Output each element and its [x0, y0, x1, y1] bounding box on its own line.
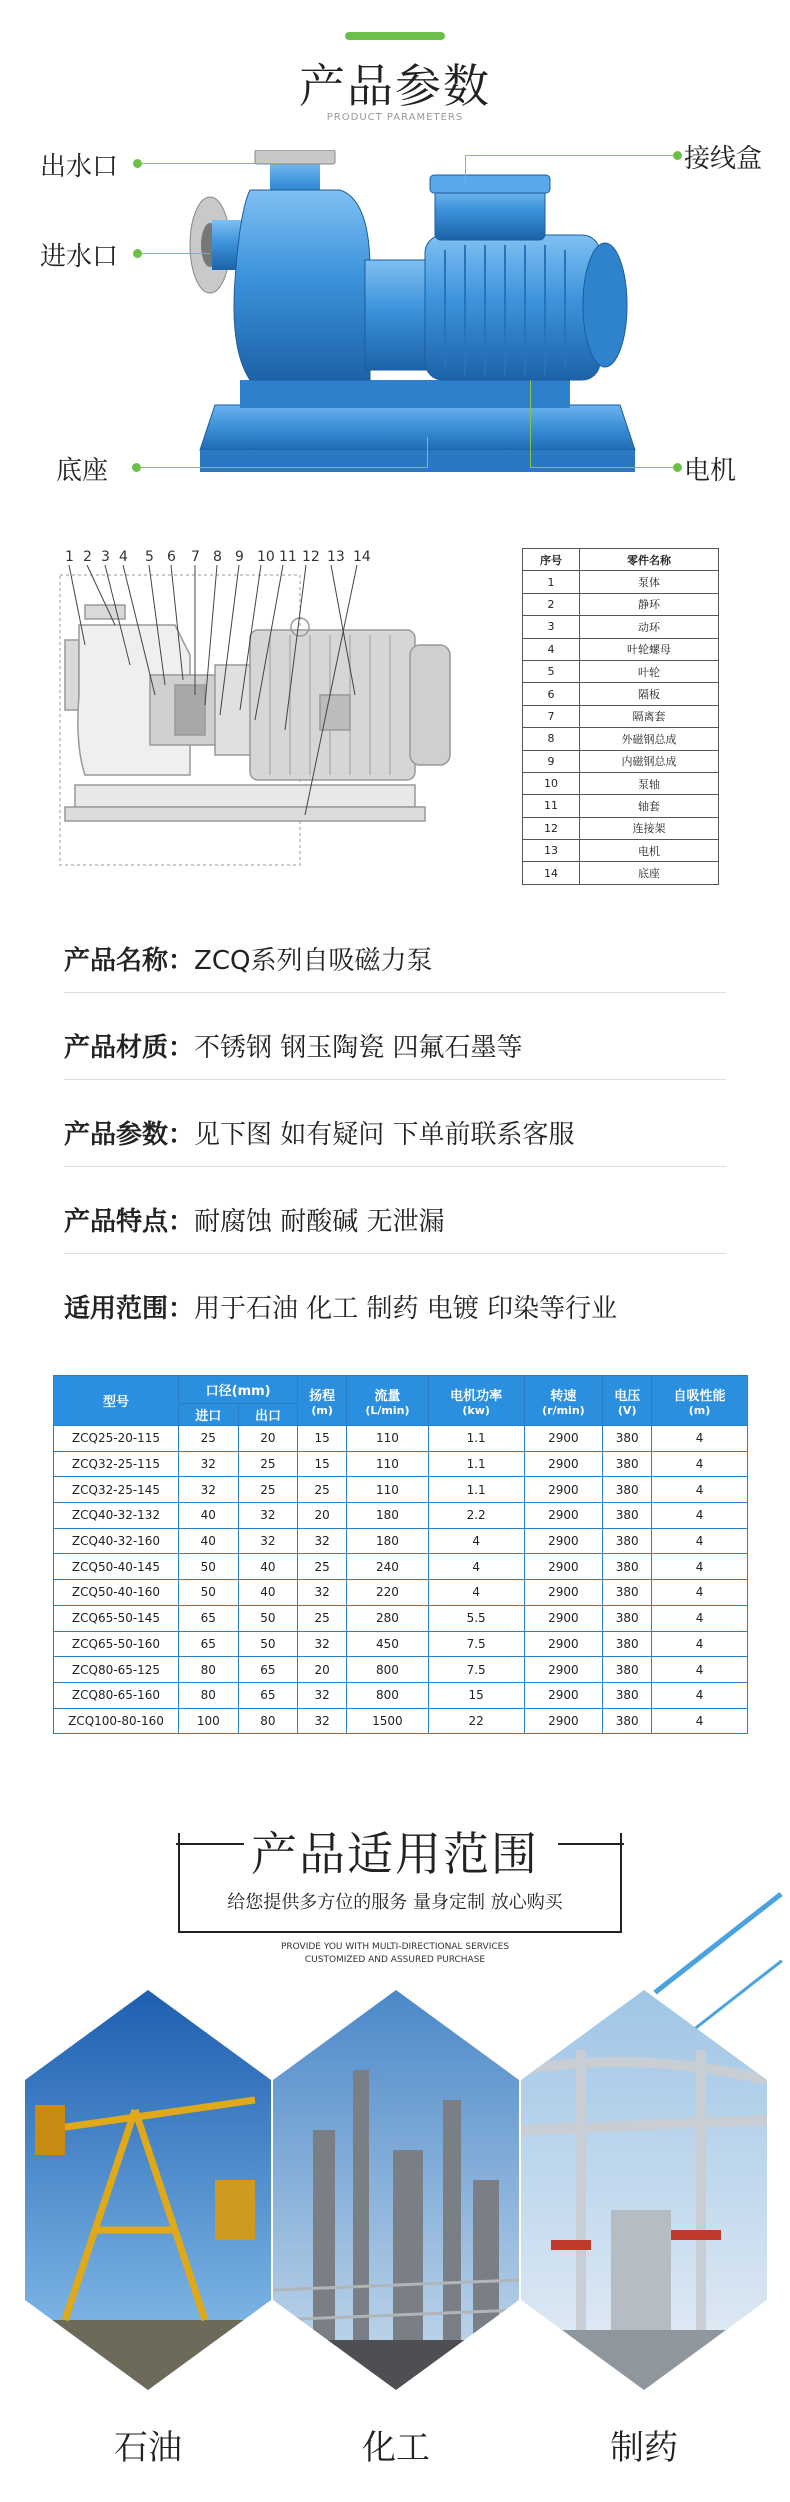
diagram-part-number: 12	[302, 549, 320, 565]
spec-cell: 4	[652, 1503, 748, 1529]
parts-row	[523, 660, 719, 682]
spec-cell: 7.5	[428, 1657, 524, 1683]
spec-header-voltage: 电压 (V)	[603, 1376, 652, 1426]
spec-cell: 4	[652, 1477, 748, 1503]
scope-title: 产品适用范围	[251, 1827, 539, 1881]
spec-header-outlet: 出口	[238, 1404, 298, 1426]
spec-cell: ZCQ25-20-115	[54, 1426, 179, 1452]
parts-cell-no: 5	[523, 660, 580, 682]
spec-row	[54, 1605, 748, 1631]
spec-cell: 1500	[347, 1708, 429, 1734]
parts-cell-name: 轴套	[580, 795, 719, 817]
spec-cell: 380	[603, 1503, 652, 1529]
parts-table	[522, 548, 719, 885]
callout-inlet: 进水口	[40, 242, 119, 272]
spec-cell: 25	[298, 1477, 347, 1503]
spec-cell: 240	[347, 1554, 429, 1580]
parts-cell-name: 叶轮	[580, 660, 719, 682]
spec-cell: ZCQ32-25-115	[54, 1451, 179, 1477]
diagram-part-number: 11	[279, 549, 297, 565]
spec-header-speed: 转速 (r/min)	[524, 1376, 603, 1426]
spec-cell: 50	[179, 1554, 239, 1580]
spec-header-model: 型号	[54, 1376, 179, 1426]
spec-cell: 32	[298, 1682, 347, 1708]
spec-row	[54, 1657, 748, 1683]
spec-cell: 4	[652, 1708, 748, 1734]
spec-cell: 2900	[524, 1682, 603, 1708]
parts-cell-name: 底座	[580, 862, 719, 884]
parts-cell-name: 外磁钢总成	[580, 728, 719, 750]
parts-cell-name: 隔板	[580, 683, 719, 705]
spec-cell: 380	[603, 1580, 652, 1606]
spec-cell: 1.1	[428, 1451, 524, 1477]
spec-cell: 4	[652, 1605, 748, 1631]
spec-cell: ZCQ40-32-132	[54, 1503, 179, 1529]
diagram-part-number: 8	[213, 549, 222, 565]
leader-line	[465, 155, 675, 156]
diagram-part-number: 13	[327, 549, 345, 565]
scope-label-oil: 石油	[114, 2428, 182, 2468]
spec-cell: 380	[603, 1682, 652, 1708]
spec-cell: 32	[298, 1580, 347, 1606]
parts-row	[523, 728, 719, 750]
page-title: 产品参数	[299, 59, 491, 113]
spec-cell: 40	[238, 1554, 298, 1580]
spec-cell: 32	[179, 1451, 239, 1477]
spec-cell: 110	[347, 1451, 429, 1477]
spec-cell: 20	[298, 1657, 347, 1683]
leader-line	[465, 155, 466, 183]
parts-cell-no: 9	[523, 750, 580, 772]
diagram-part-number: 3	[101, 549, 110, 565]
callout-base: 底座	[56, 456, 109, 486]
parts-cell-no: 10	[523, 772, 580, 794]
spec-cell: 2.2	[428, 1503, 524, 1529]
parts-row	[523, 817, 719, 839]
spec-cell: 25	[238, 1477, 298, 1503]
parts-row	[523, 683, 719, 705]
spec-cell: 7.5	[428, 1631, 524, 1657]
spec-cell: 2900	[524, 1605, 603, 1631]
spec-cell: ZCQ100-80-160	[54, 1708, 179, 1734]
spec-cell: 80	[179, 1682, 239, 1708]
spec-table	[53, 1375, 748, 1734]
spec-cell: 25	[238, 1451, 298, 1477]
scope-image-oil	[25, 1990, 271, 2390]
spec-cell: 2900	[524, 1503, 603, 1529]
diagram-part-number: 1	[65, 549, 74, 565]
spec-cell: ZCQ50-40-160	[54, 1580, 179, 1606]
spec-cell: 40	[179, 1528, 239, 1554]
spec-cell: 380	[603, 1451, 652, 1477]
spec-cell: 32	[298, 1528, 347, 1554]
spec-cell: 20	[298, 1503, 347, 1529]
spec-row	[54, 1554, 748, 1580]
spec-cell: 15	[298, 1451, 347, 1477]
parts-cell-name: 隔离套	[580, 705, 719, 727]
spec-row	[54, 1426, 748, 1452]
parts-cell-no: 14	[523, 862, 580, 884]
diagram-part-number: 5	[145, 549, 154, 565]
spec-cell: 2900	[524, 1708, 603, 1734]
parts-row	[523, 840, 719, 862]
spec-cell: 2900	[524, 1451, 603, 1477]
spec-cell: 25	[298, 1554, 347, 1580]
spec-cell: 50	[238, 1631, 298, 1657]
spec-cell: 380	[603, 1554, 652, 1580]
spec-cell: 32	[238, 1528, 298, 1554]
spec-cell: 2900	[524, 1528, 603, 1554]
spec-cell: 32	[179, 1477, 239, 1503]
spec-cell: 4	[652, 1580, 748, 1606]
spec-cell: 25	[298, 1605, 347, 1631]
parts-row	[523, 772, 719, 794]
spec-cell: 65	[238, 1657, 298, 1683]
parts-cell-name: 电机	[580, 840, 719, 862]
spec-row	[54, 1503, 748, 1529]
scope-english-line-1: PROVIDE YOU WITH MULTI-DIRECTIONAL SERVICES	[280, 1942, 510, 1952]
divider	[64, 1079, 726, 1080]
spec-row	[54, 1708, 748, 1734]
spec-row	[54, 1451, 748, 1477]
parts-row	[523, 705, 719, 727]
diagram-part-number: 14	[353, 549, 371, 565]
scope-english-line-2: CUSTOMIZED AND ASSURED PURCHASE	[304, 1955, 486, 1965]
parts-row	[523, 571, 719, 593]
spec-cell: 2900	[524, 1426, 603, 1452]
parts-cell-no: 6	[523, 683, 580, 705]
spec-header-suction: 自吸性能 (m)	[652, 1376, 748, 1426]
spec-cell: 110	[347, 1477, 429, 1503]
divider	[64, 1253, 726, 1254]
spec-row	[54, 1631, 748, 1657]
spec-cell: 800	[347, 1657, 429, 1683]
parts-row	[523, 750, 719, 772]
spec-cell: 4	[652, 1657, 748, 1683]
parts-cell-no: 3	[523, 616, 580, 638]
spec-cell: 5.5	[428, 1605, 524, 1631]
parts-cell-no: 1	[523, 571, 580, 593]
spec-header-power: 电机功率 (kw)	[428, 1376, 524, 1426]
spec-cell: 65	[179, 1631, 239, 1657]
spec-header-inlet: 进口	[179, 1404, 239, 1426]
spec-cell: 2900	[524, 1657, 603, 1683]
parts-cell-name: 连接架	[580, 817, 719, 839]
diagram-part-number: 7	[191, 549, 200, 565]
scope-slogan: 给您提供多方位的服务 量身定制 放心购买	[227, 1892, 563, 1913]
spec-cell: 40	[238, 1580, 298, 1606]
parts-cell-no: 8	[523, 728, 580, 750]
spec-cell: 50	[179, 1580, 239, 1606]
header-accent-bar	[345, 32, 445, 40]
spec-cell: ZCQ50-40-145	[54, 1554, 179, 1580]
info-scope: 适用范围：用于石油 化工 制药 电镀 印染等行业	[64, 1294, 618, 1324]
spec-cell: 380	[603, 1657, 652, 1683]
spec-cell: 450	[347, 1631, 429, 1657]
scope-image-pharma	[521, 1990, 767, 2390]
spec-cell: 4	[652, 1631, 748, 1657]
spec-row	[54, 1528, 748, 1554]
spec-cell: 4	[652, 1682, 748, 1708]
spec-cell: 20	[238, 1426, 298, 1452]
spec-cell: 180	[347, 1528, 429, 1554]
parts-header-no: 序号	[523, 549, 580, 571]
cross-section-diagram	[55, 545, 475, 875]
callout-outlet: 出水口	[40, 152, 119, 182]
spec-cell: 4	[428, 1554, 524, 1580]
spec-cell: 15	[298, 1426, 347, 1452]
leader-line	[140, 253, 210, 254]
callout-junction-box: 接线盒	[684, 144, 763, 174]
parts-row	[523, 795, 719, 817]
spec-header-flow: 流量 (L/min)	[347, 1376, 429, 1426]
parts-cell-no: 7	[523, 705, 580, 727]
spec-cell: 1.1	[428, 1426, 524, 1452]
spec-cell: 4	[428, 1580, 524, 1606]
spec-cell: 80	[238, 1708, 298, 1734]
spec-row	[54, 1477, 748, 1503]
spec-cell: 800	[347, 1682, 429, 1708]
spec-cell: 15	[428, 1682, 524, 1708]
spec-cell: 40	[179, 1503, 239, 1529]
spec-row	[54, 1580, 748, 1606]
spec-cell: 4	[652, 1451, 748, 1477]
leader-line	[138, 467, 428, 468]
spec-cell: 380	[603, 1477, 652, 1503]
scope-label-pharma: 制药	[610, 2428, 678, 2468]
diagram-part-number: 10	[257, 549, 275, 565]
spec-cell: 32	[238, 1503, 298, 1529]
parts-cell-no: 13	[523, 840, 580, 862]
spec-cell: ZCQ32-25-145	[54, 1477, 179, 1503]
parts-cell-no: 12	[523, 817, 580, 839]
parts-cell-name: 内磁钢总成	[580, 750, 719, 772]
spec-cell: ZCQ65-50-160	[54, 1631, 179, 1657]
spec-cell: ZCQ80-65-125	[54, 1657, 179, 1683]
spec-cell: 110	[347, 1426, 429, 1452]
spec-cell: 32	[298, 1708, 347, 1734]
spec-cell: 380	[603, 1528, 652, 1554]
spec-cell: 100	[179, 1708, 239, 1734]
spec-header-head: 扬程 (m)	[298, 1376, 347, 1426]
leader-line	[140, 163, 280, 164]
spec-cell: 2900	[524, 1631, 603, 1657]
info-product-name: 产品名称：ZCQ系列自吸磁力泵	[64, 946, 433, 976]
divider	[64, 992, 726, 993]
pump-illustration	[180, 150, 650, 490]
spec-cell: 4	[652, 1426, 748, 1452]
parts-row	[523, 616, 719, 638]
scope-image-chemical	[273, 1990, 519, 2390]
diagram-part-number: 4	[119, 549, 128, 565]
spec-cell: 32	[298, 1631, 347, 1657]
spec-cell: 280	[347, 1605, 429, 1631]
spec-cell: ZCQ80-65-160	[54, 1682, 179, 1708]
spec-cell: 4	[652, 1528, 748, 1554]
parts-cell-no: 11	[523, 795, 580, 817]
info-params: 产品参数：见下图 如有疑问 下单前联系客服	[64, 1120, 575, 1150]
spec-cell: 22	[428, 1708, 524, 1734]
parts-cell-name: 泵体	[580, 571, 719, 593]
spec-row	[54, 1682, 748, 1708]
diagram-leader-line	[69, 565, 85, 645]
leader-line	[427, 437, 428, 468]
spec-header-diameter: 口径(mm)	[179, 1376, 298, 1404]
spec-cell: 380	[603, 1708, 652, 1734]
diagram-part-number: 2	[83, 549, 92, 565]
parts-cell-no: 2	[523, 593, 580, 615]
divider	[64, 1166, 726, 1167]
spec-cell: 380	[603, 1426, 652, 1452]
spec-cell: 4	[428, 1528, 524, 1554]
parts-cell-name: 泵轴	[580, 772, 719, 794]
parts-cell-name: 叶轮螺母	[580, 638, 719, 660]
spec-cell: 4	[652, 1554, 748, 1580]
leader-line	[530, 380, 531, 468]
parts-cell-no: 4	[523, 638, 580, 660]
spec-cell: 220	[347, 1580, 429, 1606]
spec-cell: 80	[179, 1657, 239, 1683]
spec-cell: 50	[238, 1605, 298, 1631]
spec-cell: 65	[179, 1605, 239, 1631]
parts-row	[523, 862, 719, 884]
spec-cell: 65	[238, 1682, 298, 1708]
spec-cell: 25	[179, 1426, 239, 1452]
parts-header-name: 零件名称	[580, 549, 719, 571]
leader-line	[530, 467, 675, 468]
parts-row	[523, 638, 719, 660]
spec-cell: 2900	[524, 1477, 603, 1503]
spec-cell: 2900	[524, 1580, 603, 1606]
callout-motor: 电机	[684, 456, 737, 486]
spec-cell: 180	[347, 1503, 429, 1529]
spec-cell: 1.1	[428, 1477, 524, 1503]
diagram-part-number: 6	[167, 549, 176, 565]
page-subtitle: PRODUCT PARAMETERS	[326, 112, 464, 123]
spec-cell: 2900	[524, 1554, 603, 1580]
scope-label-chemical: 化工	[362, 2428, 430, 2468]
parts-cell-name: 动环	[580, 616, 719, 638]
parts-cell-name: 静环	[580, 593, 719, 615]
info-features: 产品特点：耐腐蚀 耐酸碱 无泄漏	[64, 1207, 445, 1237]
spec-cell: ZCQ40-32-160	[54, 1528, 179, 1554]
parts-row	[523, 593, 719, 615]
diagram-part-number: 9	[235, 549, 244, 565]
spec-cell: 380	[603, 1631, 652, 1657]
spec-cell: 380	[603, 1605, 652, 1631]
spec-cell: ZCQ65-50-145	[54, 1605, 179, 1631]
info-material: 产品材质：不锈钢 钢玉陶瓷 四氟石墨等	[64, 1033, 523, 1063]
